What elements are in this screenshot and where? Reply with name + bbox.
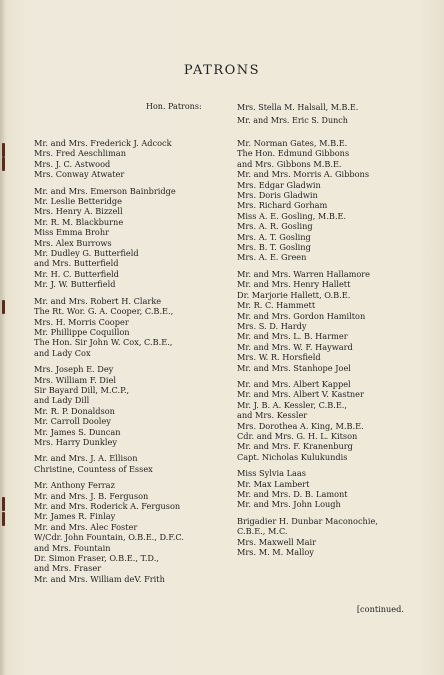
binding-mark <box>2 497 5 511</box>
patron-entry: Mr. Max Lambert <box>237 478 310 489</box>
patron-entry: Dr. Simon Fraser, O.B.E., T.D., <box>34 553 159 564</box>
patron-entry: The Rt. Wor. G. A. Cooper, C.B.E., <box>34 306 174 317</box>
patron-entry: Mr. and Mrs. Morris A. Gibbons <box>237 169 370 180</box>
patron-entry: Mrs. A. E. Green <box>237 252 307 263</box>
honorary-list <box>237 102 358 127</box>
patron-entry: Mr. R. M. Blackburne <box>34 216 124 227</box>
patrons-right-column <box>237 138 437 557</box>
patron-entry: Mr. and Mrs. Roderick A. Ferguson <box>34 501 181 511</box>
patron-entry: Sir Bayard Dill, M.C.P., <box>34 384 130 395</box>
patron-group <box>34 364 234 447</box>
patron-entry: Mr. R. P. Donaldson <box>34 405 115 416</box>
patron-entry: Mrs. Conway Atwater <box>34 169 125 180</box>
patron-entry: and Mrs. Fraser <box>34 563 102 574</box>
patron-group <box>237 468 437 510</box>
patron-entry: Mr. and Mrs. D. B. Lamont <box>237 489 348 499</box>
patron-group <box>34 138 234 180</box>
patron-entry: Mr. Anthony Ferraz <box>34 480 115 491</box>
patron-entry: Mrs. H. Morris Cooper <box>34 316 129 327</box>
patron-entry: Mrs. Harry Dunkley <box>34 436 117 447</box>
patron-entry: Mrs. Richard Gorham <box>237 200 328 211</box>
binding-mark <box>2 157 5 171</box>
patron-entry: The Hon. Sir John W. Cox, C.B.E., <box>34 337 173 348</box>
patron-entry: Mr. R. C. Hammett <box>237 300 316 311</box>
patron-entry: The Hon. Edmund Gibbons <box>237 148 350 159</box>
patron-entry: Mr. and Mrs. L. B. Harmer <box>237 331 348 342</box>
patron-entry: Mr. Norman Gates, M.B.E. <box>237 138 348 148</box>
patron-entry: Mr. and Mrs. Gordon Hamilton <box>237 310 366 321</box>
patron-entry: Miss A. E. Gosling, M.B.E. <box>237 210 347 221</box>
patron-entry: Mrs. Doris Gladwin <box>237 190 318 201</box>
patron-entry: Mrs. J. C. Astwood <box>34 158 111 169</box>
patron-entry: Mr. Dudley G. Butterfield <box>34 248 139 259</box>
binding-mark <box>2 512 5 526</box>
patron-entry: Mrs. B. T. Gosling <box>237 242 311 253</box>
patron-entry: Mrs. S. D. Hardy <box>237 320 307 331</box>
patron-entry: Mr. H. C. Butterfield <box>34 268 119 279</box>
patron-entry: Mr. J. W. Butterfield <box>34 279 116 290</box>
patron-entry: Mr. and Mrs. Albert Kappel <box>237 378 351 389</box>
honorary-name: Mrs. Stella M. Halsall, M.B.E. <box>237 103 359 112</box>
patron-entry: and Lady Dill <box>34 395 90 406</box>
patron-entry: and Lady Cox <box>34 347 91 358</box>
patron-entry: Mr. J. B. A. Kessler, C.B.E., <box>237 399 347 410</box>
patron-entry: Mr. and Mrs. Alec Foster <box>34 521 138 532</box>
patron-entry: Cdr. and Mrs. G. H. L. Kitson <box>237 430 358 441</box>
patron-entry: Mrs. A. R. Gosling <box>237 221 313 232</box>
patron-entry: Mr. and Mrs. Emerson Bainbridge <box>34 185 176 196</box>
patron-entry: W/Cdr. John Fountain, O.B.E., D.F.C. <box>34 532 184 543</box>
binding-mark <box>2 143 5 157</box>
patron-entry: Dr. Marjorie Hallett, O.B.E. <box>237 289 351 300</box>
page-title: PATRONS <box>183 63 261 78</box>
patron-entry: Mrs. Fred Aeschliman <box>34 148 126 159</box>
patron-entry: Mr. and Mrs. J. A. Ellison <box>34 453 138 464</box>
patron-entry: Miss Sylvia Laas <box>237 468 306 479</box>
patron-group <box>34 480 234 584</box>
patron-entry: Mrs. William F. Diel <box>34 374 116 385</box>
continued-note: [continued. <box>356 604 404 614</box>
patron-entry: Mrs. Edgar Gladwin <box>237 179 321 190</box>
patron-entry: Mr. Phillippe Coquillon <box>34 326 130 337</box>
patron-entry: Mr. and Mrs. John Lough <box>237 499 341 510</box>
patron-entry: and Mrs. Fountain <box>34 542 111 553</box>
honorary-label: Hon. Patrons: <box>146 102 202 111</box>
patron-entry: Christine, Countess of Essex <box>34 463 153 474</box>
patron-entry: and Mrs. Kessler <box>237 410 308 421</box>
patron-entry: Mr. and Mrs. Albert V. Kastner <box>237 389 364 400</box>
binding-mark <box>2 300 5 314</box>
patron-entry: Mrs. Henry A. Bizzell <box>34 206 123 217</box>
patron-entry: Mrs. M. M. Malloy <box>237 547 314 558</box>
patron-entry: Mr. and Mrs. Henry Hallett <box>237 279 351 290</box>
patron-group <box>34 453 234 474</box>
patron-group <box>237 516 437 558</box>
patron-entry: Mr. and Mrs. Warren Hallamore <box>237 268 371 279</box>
patron-entry: Mr. and Mrs. Robert H. Clarke <box>34 295 162 306</box>
patron-entry: Brigadier H. Dunbar Maconochie, <box>237 515 378 526</box>
patron-group <box>34 186 234 290</box>
patron-entry: Mrs. W. R. Horsfield <box>237 352 321 363</box>
patron-entry: Mr. and Mrs. W. F. Hayward <box>237 341 353 352</box>
patron-entry: Mr. and Mrs. Stanhope Joel <box>237 362 351 373</box>
patron-entry: Mr. and Mrs. William deV. Frith <box>34 573 165 584</box>
patron-entry: Capt. Nicholas Kulukundis <box>237 451 348 462</box>
patron-entry: Mrs. Dorothea A. King, M.B.E. <box>237 420 364 431</box>
patron-entry: Miss Emma Brohr <box>34 227 110 238</box>
patron-entry: Mrs. Joseph E. Dey <box>34 364 114 375</box>
patron-entry: and Mrs. Gibbons M.B.E. <box>237 158 342 169</box>
patrons-left-column <box>34 138 234 584</box>
patron-entry: Mrs. A. T. Gosling <box>237 231 311 242</box>
patron-entry: Mrs. Maxwell Mair <box>237 536 317 547</box>
page-edge <box>0 0 6 675</box>
patron-entry: Mr. and Mrs. Frederick J. Adcock <box>34 138 172 148</box>
patron-entry: and Mrs. Butterfield <box>34 258 119 269</box>
patron-entry: Mrs. Alex Burrows <box>34 237 112 248</box>
patron-entry: Mr. James R. Finlay <box>34 511 116 522</box>
patron-entry: Mr. and Mrs. F. Kranenburg <box>237 441 353 452</box>
patron-entry: Mr. and Mrs. J. B. Ferguson <box>34 490 149 501</box>
patron-group <box>34 296 234 358</box>
honorary-name: Mr. and Mrs. Eric S. Dunch <box>237 115 348 125</box>
patron-entry: Mr. James S. Duncan <box>34 426 121 437</box>
patron-group <box>237 138 437 263</box>
patron-entry: Mr. Carroll Dooley <box>34 416 111 427</box>
patron-entry: C.B.E., M.C. <box>237 526 288 537</box>
patron-group <box>237 269 437 373</box>
patron-group <box>237 379 437 462</box>
patron-entry: Mr. Leslie Betteridge <box>34 196 122 207</box>
